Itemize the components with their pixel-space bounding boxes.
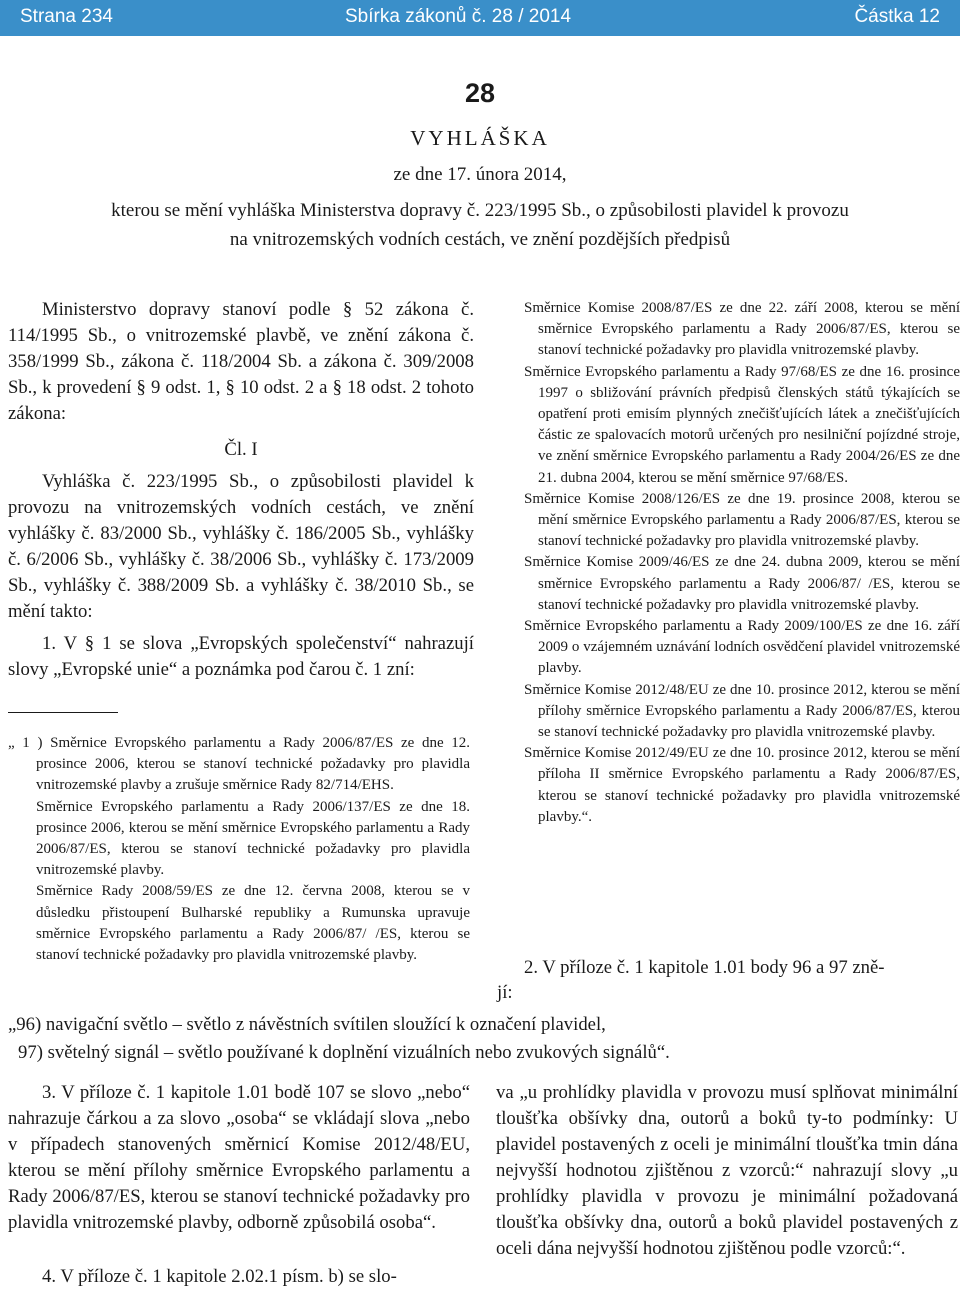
collection-title: Sbírka zákonů č. 28 / 2014 <box>345 6 572 27</box>
point-4: 4. V příloze č. 1 kapitole 2.02.1 písm. b) se slo- <box>42 1266 397 1287</box>
point-3-column <box>8 1080 470 1236</box>
footnote-item: Směrnice Evropského parlamentu a Rady 2009/100/ES ze dne 16. září 2009 o vzájemném uznávání lodních osvědčení plavidel vnitrozemské plavby. <box>524 618 960 677</box>
point-2: 2. V příloze č. 1 kapitole 1.01 body 96 a 97 zně- <box>524 957 885 978</box>
document-subject <box>0 196 960 254</box>
amended-regulation-paragraph: Vyhláška č. 223/1995 Sb., o způsobilosti plavidel k provozu na vnitrozemských vodních cestách, ve znění vyhlášky č. 83/2000 Sb., vyhlášky č. 186/2005 Sb., vyhlášky č. 6/2006 Sb., vyhlášky č. 38/2006 Sb., vyhlášky č. 173/2009 Sb., vyhlášky č. 388/2009 Sb. a vyhlášky č. 38/2010 Sb., se mění takto: <box>8 471 474 622</box>
document-date: ze dne 17. února 2014, <box>393 164 567 185</box>
footnote-item: Směrnice Komise 2008/87/ES ze dne 22. září 2008, kterou se mění směrnice Evropského parlamentu a Rady 2006/87/ES, kterou se stanoví technické požadavky pro plavidla vnitrozemské plavby. <box>524 300 960 359</box>
document-type: VYHLÁŠKA <box>410 126 550 150</box>
footnote-continued <box>524 298 960 828</box>
definitions-list <box>8 1011 958 1067</box>
footnote-item: Směrnice Komise 2008/126/ES ze dne 19. prosince 2008, kterou se mění směrnice Evropského parlamentu a Rady 2006/87/ES, kterou se stanoví technické požadavky pro plavidla vnitrozemské plavby. <box>524 490 960 550</box>
point-4-continuation: va „u prohlídky plavidla v provozu musí splňovat minimální tloušťka obšívky dna, outorů a boků ty-to podmínky: U plavidel postavených z oceli je minimální tloušťka tmin dána nejvyšší hodnotou zjištěnou z vzorců:“ nahrazují slovy „u prohlídky plavidla v provozu je minimální požadovaná tloušťka obšívky dna, outorů a boků plavidel postavených z oceli dána nejvyšší hodnotou zjištěnou podle vzorců:“. <box>496 1082 958 1259</box>
article-heading: Čl. I <box>224 439 258 460</box>
intro-paragraph: Ministerstvo dopravy stanoví podle § 52 zákona č. 114/1995 Sb., o vnitrozemské plavbě, ve znění zákona č. 358/1999 Sb., zákona č. 118/2004 Sb. a zákona č. 309/2008 Sb., k provedení § 9 odst. 1, § 10 odst. 2 a § 18 odst. 2 tohoto zákona: <box>8 299 474 424</box>
footnote-item: Směrnice Evropského parlamentu a Rady 2006/137/ES ze dne 18. prosince 2006, kterou se mění směrnice Evropského parlamentu a Rady 2006/87/ES, kterou se stanoví technické požadavky pro plavidla vnitrozemské plavby. <box>36 798 470 879</box>
point-2-continuation: jí: <box>497 982 513 1003</box>
footnote-item: Směrnice Evropského parlamentu a Rady 2006/87/ES ze dne 12. prosince 2006, kterou se stanoví technické požadavky pro plavidla vnitrozemské plavby a zrušuje směrnice Rady 82/714/EHS. <box>36 735 471 794</box>
running-header <box>0 0 960 36</box>
footnote-item: Směrnice Komise 2012/49/EU ze dne 10. prosince 2012, kterou se mění příloha II směrnice Evropského parlamentu a Rady 2006/87/ES, kterou se stanoví technické požadavky pro plavidla vnitrozemské plavby.“. <box>524 745 960 825</box>
footnote-item: Směrnice Komise 2012/48/EU ze dne 10. prosince 2012, kterou se mění přílohy směrnice Evropského parlamentu a Rady 2006/87/ES, kterou se stanoví technické požadavky pro plavidla vnitrozemské plavby. <box>524 681 960 741</box>
footnote-item: Směrnice Rady 2008/59/ES ze dne 12. června 2008, kterou se v důsledku přistoupení Bulharské republiky a Rumunska upravuje směrnice Evropského parlamentu a Rady 2006/87/ /ES, kterou se stanoví technické požadavky pro plavidla vnitrozemské plavby. <box>36 883 470 964</box>
document-number: 28 <box>464 78 496 108</box>
footnote-item: Směrnice Komise 2009/46/ES ze dne 24. dubna 2009, kterou se mění směrnice Evropského parlamentu a Rady 2006/87/ /ES, kterou se stanoví technické požadavky pro plavidla vnitrozemské plavby. <box>524 554 960 613</box>
left-column <box>8 297 474 683</box>
page-number: Strana 234 <box>20 6 113 27</box>
document-subject-text: kterou se mění vyhláška Ministerstva dopravy č. 223/1995 Sb., o způsobilosti plavidel k provozu na vnitrozemských vodních cestách, ve znění pozdějších předpisů <box>111 200 849 250</box>
point-1: 1. V § 1 se slova „Evropských společenství“ nahrazují slovy „Evropské unie“ a poznámka pod čarou č. 1 zní: <box>8 633 474 680</box>
point-3: 3. V příloze č. 1 kapitole 1.01 bodě 107 se slovo „nebo“ nahrazuje čárkou a za slovo „osoba“ se vkládají slova „nebo v případech stanovených směrnicí Komise 2012/48/EU, kterou se mění přílohy směrnice Evropského parlamentu a Rady 2006/87/ES, kterou se stanoví technické požadavky pro plavidla vnitrozemské plavby, odborně způsobilá osoba“. <box>8 1082 470 1233</box>
footnote <box>8 733 470 966</box>
footnote-item: Směrnice Evropského parlamentu a Rady 97/68/ES ze dne 16. prosince 1997 o sbližování právních předpisů členských států týkajících se opatření proti emisím plynných znečišťujících látek a znečišťujících částic ze spalovacích motorů určených pro nesilniční pojízdné stroje, ve znění směrnice Evropského parlamentu a Rady 2004/26/ES ze dne 21. dubna 2004, kterou se mění směrnice 97/68/ES. <box>524 363 960 486</box>
issue-number: Částka 12 <box>854 6 940 27</box>
definition-96: „96) navigační světlo – světlo z návěstních svítilen sloužící k označení plavidel, <box>8 1014 606 1035</box>
definition-97: 97) světelný signál – světlo používané k doplnění vizuálních nebo zvukových signálů“. <box>18 1042 670 1063</box>
footnote-marker: „ 1 ) <box>8 735 43 751</box>
footnote-rule <box>8 712 118 713</box>
